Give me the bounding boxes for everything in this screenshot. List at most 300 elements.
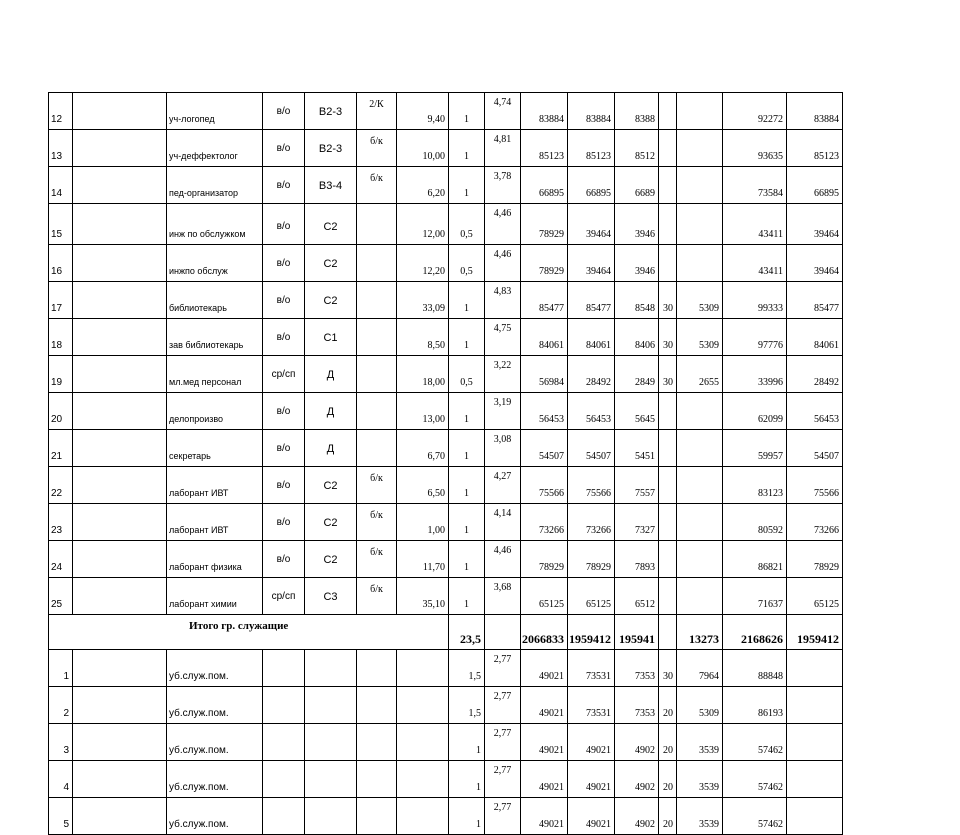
base-pay-text: 56453: [814, 414, 839, 425]
rate: [449, 204, 485, 245]
percent: [659, 687, 677, 724]
empty-cell: [73, 430, 167, 467]
row-number: [49, 541, 73, 578]
salary-rate-text: 56453: [586, 414, 611, 425]
total-salary-base-text: 2066833: [522, 632, 564, 646]
position-title: [167, 245, 263, 282]
bonus-10: [615, 167, 659, 204]
education-level: [263, 93, 305, 130]
row-number-text: 1: [63, 671, 69, 682]
empty-cell: [787, 650, 843, 687]
bonus-10-text: 8548: [635, 303, 655, 314]
total-pay: [723, 504, 787, 541]
percent: [659, 578, 677, 615]
qualification-text: б/к: [370, 473, 383, 484]
empty-cell: [305, 687, 357, 724]
base-pay-text: 66895: [814, 188, 839, 199]
hours: [397, 130, 449, 167]
bonus-10-text: 3946: [635, 229, 655, 240]
position-title-text: уб.служ.пом.: [169, 782, 229, 793]
salary-base: [521, 761, 568, 798]
total-allowance-text: 13273: [689, 632, 719, 646]
table-row: [49, 687, 843, 724]
base-pay-text: 54507: [814, 451, 839, 462]
bonus-10-text: 8388: [635, 114, 655, 125]
salary-base-text: 83884: [539, 114, 564, 125]
position-title-text: уч-деффектолог: [169, 151, 238, 161]
salary-base: [521, 93, 568, 130]
hours-text: 12,00: [422, 229, 445, 240]
table-row: [49, 130, 843, 167]
percent-text: 30: [663, 377, 673, 388]
category-text: С2: [323, 258, 338, 270]
row-number-text: 12: [51, 114, 63, 125]
qualification: [357, 356, 397, 393]
position-title: [167, 167, 263, 204]
salary-base-text: 85123: [539, 151, 564, 162]
empty-cell: [73, 798, 167, 835]
hours-text: 10,00: [422, 151, 445, 162]
allowance: [677, 130, 723, 167]
salary-base-text: 84061: [539, 340, 564, 351]
category: [305, 93, 357, 130]
salary-rate: [568, 467, 615, 504]
salary-base: [521, 282, 568, 319]
empty-cell: [73, 245, 167, 282]
coefficient-text: 3,78: [493, 171, 512, 182]
qualification: [357, 504, 397, 541]
salary-rate-text: 39464: [586, 229, 611, 240]
salary-rate-text: 84061: [586, 340, 611, 351]
total-base-pay: [787, 615, 843, 650]
category-text: С3: [323, 591, 338, 603]
salary-rate-text: 78929: [586, 562, 611, 573]
total-pay-text: 62099: [758, 414, 783, 425]
percent-text: 30: [663, 303, 673, 314]
qualification: [357, 130, 397, 167]
total-pay-text: 88848: [758, 671, 783, 682]
base-pay: [787, 541, 843, 578]
percent: [659, 467, 677, 504]
salary-rate-text: 28492: [586, 377, 611, 388]
table-row: [49, 724, 843, 761]
qualification-text: б/к: [370, 136, 383, 147]
row-number-text: 23: [51, 525, 63, 536]
education-level: [263, 319, 305, 356]
education-level-text: в/о: [276, 554, 291, 565]
category-text: В3-4: [318, 180, 343, 192]
position-title: [167, 93, 263, 130]
total-pay-text: 57462: [758, 819, 783, 830]
bonus-10: [615, 724, 659, 761]
education-level-text: в/о: [276, 517, 291, 528]
hours-text: 11,70: [422, 562, 445, 573]
staff-salary-table: [48, 92, 843, 835]
coefficient: [485, 356, 521, 393]
hours: [397, 356, 449, 393]
allowance: [677, 204, 723, 245]
empty-cell: [73, 282, 167, 319]
empty-cell: [263, 650, 305, 687]
salary-rate: [568, 761, 615, 798]
position-title: [167, 761, 263, 798]
table-row: [49, 393, 843, 430]
empty-cell: [357, 687, 397, 724]
row-number: [49, 356, 73, 393]
base-pay-text: 65125: [814, 599, 839, 610]
salary-base-text: 49021: [539, 819, 564, 830]
salary-rate-text: 73266: [586, 525, 611, 536]
bonus-10: [615, 467, 659, 504]
bonus-10-text: 4902: [635, 782, 655, 793]
row-number-text: 2: [63, 708, 69, 719]
coefficient-text: 2,77: [493, 802, 512, 813]
coefficient: [485, 504, 521, 541]
row-number-text: 18: [51, 340, 63, 351]
salary-base: [521, 167, 568, 204]
salary-base: [521, 130, 568, 167]
qualification: [357, 282, 397, 319]
category: [305, 467, 357, 504]
salary-rate: [568, 393, 615, 430]
total-pay-text: 57462: [758, 745, 783, 756]
rate: [449, 687, 485, 724]
total-rate: [449, 615, 485, 650]
salary-base-text: 78929: [539, 229, 564, 240]
total-salary-base: [521, 615, 568, 650]
bonus-10-text: 4902: [635, 745, 655, 756]
qualification-text: б/к: [370, 173, 383, 184]
bonus-10: [615, 578, 659, 615]
salary-rate: [568, 282, 615, 319]
category-text: Д: [326, 443, 335, 455]
empty-cell: [73, 93, 167, 130]
total-salary-rate-text: 1959412: [569, 632, 611, 646]
total-pay: [723, 130, 787, 167]
percent: [659, 798, 677, 835]
category-text: Д: [326, 406, 335, 418]
empty-cell: [73, 687, 167, 724]
category: [305, 130, 357, 167]
education-level: [263, 430, 305, 467]
allowance: [677, 724, 723, 761]
coefficient-text: 3,19: [493, 397, 512, 408]
empty-cell: [263, 724, 305, 761]
salary-base-text: 66895: [539, 188, 564, 199]
total-pay: [723, 541, 787, 578]
empty-cell: [357, 724, 397, 761]
total-pay: [723, 393, 787, 430]
qualification: [357, 430, 397, 467]
allowance: [677, 245, 723, 282]
total-bonus: [615, 615, 659, 650]
percent: [659, 93, 677, 130]
total-pay-text: 86193: [758, 708, 783, 719]
total-pay-text: 86821: [758, 562, 783, 573]
hours-text: 6,20: [427, 188, 445, 199]
qualification: [357, 393, 397, 430]
coefficient: [485, 798, 521, 835]
position-title-text: лаборант ИВТ: [169, 488, 229, 498]
base-pay-text: 85477: [814, 303, 839, 314]
coefficient-text: 4,75: [493, 323, 512, 334]
table-row: [49, 761, 843, 798]
coefficient: [485, 130, 521, 167]
bonus-10: [615, 504, 659, 541]
total-pay-text: 99333: [758, 303, 783, 314]
position-title-text: уб.служ.пом.: [169, 745, 229, 756]
salary-rate-text: 75566: [586, 488, 611, 499]
bonus-10-text: 8512: [635, 151, 655, 162]
position-title-text: секретарь: [169, 451, 211, 461]
salary-base: [521, 687, 568, 724]
rate: [449, 319, 485, 356]
base-pay: [787, 319, 843, 356]
row-number-text: 25: [51, 599, 63, 610]
row-number: [49, 430, 73, 467]
salary-rate: [568, 204, 615, 245]
total-pay: [723, 245, 787, 282]
salary-rate: [568, 167, 615, 204]
salary-base: [521, 541, 568, 578]
coefficient-text: 4,46: [493, 545, 512, 556]
coefficient: [485, 245, 521, 282]
rate-text: 1: [464, 340, 469, 351]
percent-text: 20: [663, 708, 673, 719]
percent-text: 30: [663, 340, 673, 351]
bonus-10-text: 3946: [635, 266, 655, 277]
row-number: [49, 687, 73, 724]
row-number-text: 15: [51, 229, 63, 240]
bonus-10: [615, 282, 659, 319]
qualification: [357, 578, 397, 615]
education-level-text: в/о: [276, 480, 291, 491]
salary-base-text: 73266: [539, 525, 564, 536]
category-text: Д: [326, 369, 335, 381]
row-number: [49, 245, 73, 282]
position-title-text: уч-логопед: [169, 114, 215, 124]
coefficient: [485, 761, 521, 798]
total-bonus-text: 195941: [619, 632, 655, 646]
total-allowance: [677, 615, 723, 650]
position-title: [167, 724, 263, 761]
empty-cell: [397, 761, 449, 798]
coefficient-text: 4,27: [493, 471, 512, 482]
salary-base-text: 56453: [539, 414, 564, 425]
salary-rate-text: 66895: [586, 188, 611, 199]
table-row: [49, 504, 843, 541]
empty-cell: [305, 798, 357, 835]
empty-cell: [73, 504, 167, 541]
total-pay: [723, 687, 787, 724]
empty-cell: [787, 798, 843, 835]
percent: [659, 282, 677, 319]
position-title: [167, 504, 263, 541]
rate: [449, 282, 485, 319]
total-rate-text: 23,5: [460, 632, 481, 646]
rate-text: 1,5: [468, 671, 481, 682]
coefficient-text: 4,46: [493, 249, 512, 260]
rate-text: 1: [464, 151, 469, 162]
empty-cell: [305, 761, 357, 798]
percent: [659, 319, 677, 356]
position-title: [167, 130, 263, 167]
category: [305, 578, 357, 615]
rate: [449, 798, 485, 835]
salary-base: [521, 467, 568, 504]
row-number-text: 21: [51, 451, 63, 462]
category: [305, 504, 357, 541]
hours-text: 8,50: [427, 340, 445, 351]
bonus-10: [615, 356, 659, 393]
salary-base-text: 49021: [539, 782, 564, 793]
table-row: [49, 245, 843, 282]
salary-rate-text: 83884: [586, 114, 611, 125]
empty-cell: [73, 724, 167, 761]
rate-text: 1: [464, 525, 469, 536]
hours-text: 35,10: [422, 599, 445, 610]
position-title: [167, 282, 263, 319]
rate-text: 1: [464, 562, 469, 573]
base-pay: [787, 130, 843, 167]
empty-cell: [73, 650, 167, 687]
row-number: [49, 798, 73, 835]
empty-cell: [787, 687, 843, 724]
bonus-10: [615, 319, 659, 356]
category-text: В2-3: [318, 143, 343, 155]
hours: [397, 393, 449, 430]
education-level: [263, 130, 305, 167]
total-pay-text: 92272: [758, 114, 783, 125]
percent: [659, 430, 677, 467]
hours: [397, 467, 449, 504]
salary-base: [521, 578, 568, 615]
total-pay-text: 71637: [758, 599, 783, 610]
rate-text: 0,5: [460, 377, 473, 388]
bonus-10: [615, 130, 659, 167]
rate-text: 1: [476, 745, 481, 756]
coefficient: [485, 93, 521, 130]
allowance-text: 3539: [699, 819, 719, 830]
coefficient: [485, 650, 521, 687]
category: [305, 282, 357, 319]
salary-rate-text: 65125: [586, 599, 611, 610]
empty-cell: [263, 798, 305, 835]
salary-base: [521, 504, 568, 541]
base-pay-text: 73266: [814, 525, 839, 536]
hours-text: 6,50: [427, 488, 445, 499]
total-pay: [723, 319, 787, 356]
salary-base-text: 56984: [539, 377, 564, 388]
total-pay: [723, 356, 787, 393]
coefficient: [485, 541, 521, 578]
coefficient: [485, 578, 521, 615]
row-number-text: 4: [63, 782, 69, 793]
row-number-text: 5: [63, 819, 69, 830]
category: [305, 393, 357, 430]
total-salary-rate: [568, 615, 615, 650]
qualification: [357, 204, 397, 245]
total-pay: [723, 93, 787, 130]
position-title: [167, 798, 263, 835]
category: [305, 319, 357, 356]
position-title: [167, 687, 263, 724]
category-text: С2: [323, 480, 338, 492]
salary-base: [521, 430, 568, 467]
empty-cell: [659, 615, 677, 650]
salary-rate-text: 49021: [586, 819, 611, 830]
rate: [449, 356, 485, 393]
allowance: [677, 430, 723, 467]
table-row: [49, 541, 843, 578]
table-row: [49, 578, 843, 615]
education-level-text: в/о: [276, 106, 291, 117]
coefficient-text: 3,22: [493, 360, 512, 371]
rate-text: 0,5: [460, 229, 473, 240]
total-pay-text: 57462: [758, 782, 783, 793]
education-level: [263, 204, 305, 245]
coefficient-text: 4,46: [493, 208, 512, 219]
hours-text: 12,20: [422, 266, 445, 277]
rate: [449, 393, 485, 430]
salary-rate: [568, 93, 615, 130]
qualification: [357, 245, 397, 282]
salary-base-text: 49021: [539, 745, 564, 756]
position-title-text: уб.служ.пом.: [169, 671, 229, 682]
total-pay-text: 80592: [758, 525, 783, 536]
empty-cell: [485, 615, 521, 650]
coefficient: [485, 282, 521, 319]
empty-cell: [357, 798, 397, 835]
salary-base-text: 49021: [539, 671, 564, 682]
salary-rate-text: 49021: [586, 782, 611, 793]
position-title-text: мл.мед персонал: [169, 377, 242, 387]
base-pay-text: 39464: [814, 266, 839, 277]
allowance-text: 7964: [699, 671, 719, 682]
table-row: [49, 650, 843, 687]
position-title: [167, 650, 263, 687]
qualification: [357, 467, 397, 504]
base-pay: [787, 245, 843, 282]
salary-base-text: 54507: [539, 451, 564, 462]
hours: [397, 282, 449, 319]
empty-cell: [397, 650, 449, 687]
education-level-text: в/о: [276, 143, 291, 154]
row-number: [49, 761, 73, 798]
bonus-10: [615, 761, 659, 798]
bonus-10: [615, 393, 659, 430]
bonus-10: [615, 204, 659, 245]
allowance: [677, 687, 723, 724]
total-label-text: Итого гр. служащие: [189, 620, 289, 632]
empty-cell: [73, 541, 167, 578]
category: [305, 167, 357, 204]
rate-text: 1,5: [468, 708, 481, 719]
base-pay: [787, 356, 843, 393]
empty-cell: [357, 761, 397, 798]
row-number-text: 14: [51, 188, 63, 199]
percent: [659, 130, 677, 167]
salary-rate: [568, 650, 615, 687]
salary-rate-text: 85477: [586, 303, 611, 314]
total-pay: [723, 761, 787, 798]
empty-cell: [787, 761, 843, 798]
education-level: [263, 578, 305, 615]
category: [305, 356, 357, 393]
coefficient-text: 4,14: [493, 508, 512, 519]
rate: [449, 245, 485, 282]
row-number: [49, 393, 73, 430]
